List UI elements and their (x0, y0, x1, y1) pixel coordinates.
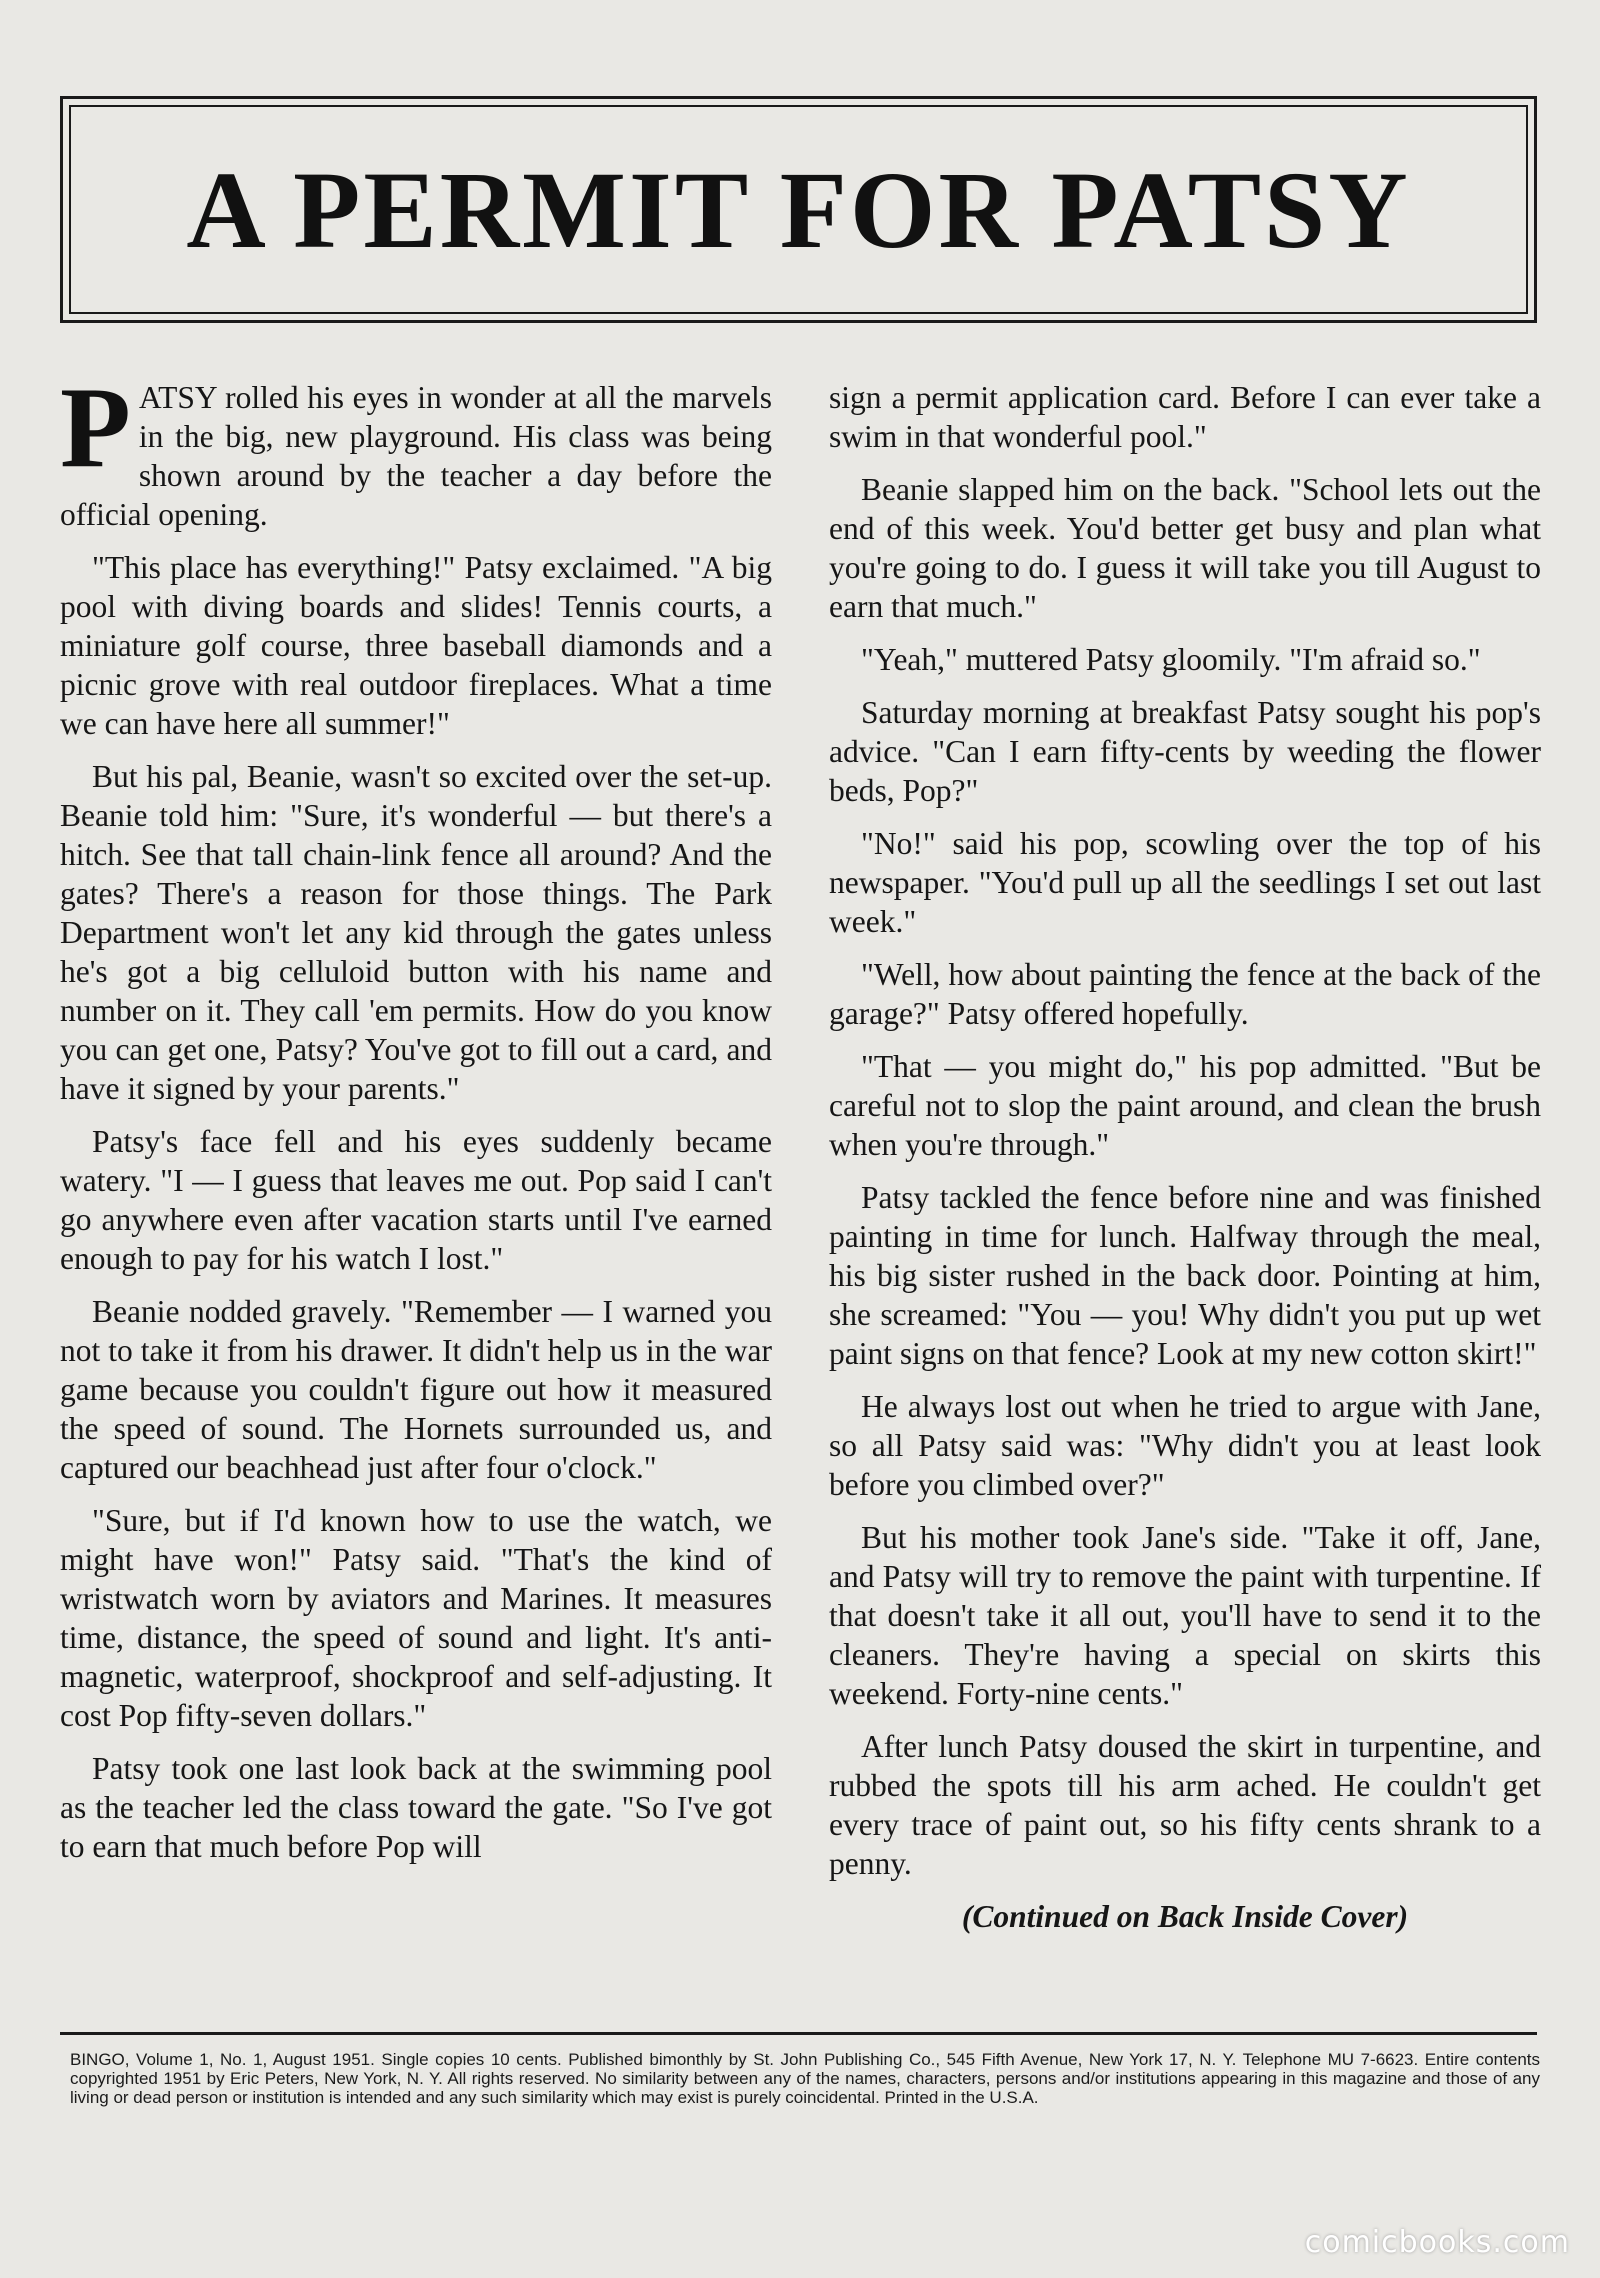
paragraph: Beanie slapped him on the back. "School lets out the end of this week. You'd better get busy and plan what you're going to do. I guess it will take you till August to earn that much." (829, 472, 1541, 624)
paragraph: "This place has everything!" Patsy exclaimed. "A big pool with diving boards and slides! Tennis courts, a miniature golf course, three baseball diamonds and a picnic grove with real outdoor fireplaces. What a time we can have here all summer!" (60, 550, 772, 741)
paragraph: "No!" said his pop, scowling over the top of his newspaper. "You'd pull up all the seedlings I set out last week." (829, 826, 1541, 939)
paragraph: He always lost out when he tried to argue with Jane, so all Patsy said was: "Why didn't you at least look before you climbed over?" (829, 1389, 1541, 1502)
paragraph: But his mother took Jane's side. "Take it off, Jane, and Patsy will try to remove the paint with turpentine. If that doesn't take it all out, you'll have to send it to the cleaners. They're having a special on skirts this weekend. Forty-nine cents." (829, 1520, 1541, 1711)
left-column (60, 364, 772, 1880)
paragraph: "Well, how about painting the fence at the back of the garage?" Patsy offered hopefully. (829, 957, 1541, 1031)
paragraph: sign a permit application card. Before I can ever take a swim in that wonderful pool." (829, 380, 1541, 454)
drop-cap: P (60, 364, 131, 492)
story-title: A PERMIT FOR PATSY (186, 148, 1411, 271)
footer-rule (60, 2032, 1537, 2035)
paragraph: Saturday morning at breakfast Patsy sought his pop's advice. "Can I earn fifty-cents by weeding the flower beds, Pop?" (829, 695, 1541, 808)
paragraph: "That — you might do," his pop admitted. "But be careful not to slop the paint around, and clean the brush when you're through." (829, 1049, 1541, 1162)
right-column (829, 378, 1541, 1950)
title-box-inner (69, 105, 1528, 314)
continued-note: (Continued on Back Inside Cover) (961, 1899, 1409, 1934)
paragraph: After lunch Patsy doused the skirt in turpentine, and rubbed the spots till his arm ached. He couldn't get every trace of paint out, so his fifty cents shrank to a penny. (829, 1729, 1541, 1881)
paragraph: Beanie nodded gravely. "Remember — I warned you not to take it from his drawer. It didn't help us in the war game because you couldn't figure out how it measured the speed of sound. The Hornets surrounded us, and captured our beachhead just after four o'clock." (60, 1294, 772, 1485)
paragraph: "Yeah," muttered Patsy gloomily. "I'm afraid so." (861, 642, 1481, 677)
watermark: comicbooks.com (1304, 2225, 1570, 2260)
paragraph: Patsy took one last look back at the swimming pool as the teacher led the class toward the gate. "So I've got to earn that much before Pop will (60, 1751, 772, 1864)
paragraph: PATSY rolled his eyes in wonder at all the marvels in the big, new playground. His class was being shown around by the teacher a day before the official opening. (60, 364, 772, 532)
paragraph: But his pal, Beanie, wasn't so excited over the set-up. Beanie told him: "Sure, it's wonderful — but there's a hitch. See that tall chain-link fence all around? And the gates? There's a reason for those things. The Park Department won't let any kid through the gates unless he's got a big celluloid button with his name and number on it. They call 'em permits. How do you know you can get one, Patsy? You've got to fill out a card, and have it signed by your parents." (60, 759, 772, 1106)
publication-notice: BINGO, Volume 1, No. 1, August 1951. Single copies 10 cents. Published bimonthly by St. John Publishing Co., 545 Fifth Avenue, New York 17, N. Y. Telephone MU 7-6623. Entire contents copyrighted 1951 by Eric Peters, New York, N. Y. All rights reserved. No similarity between any of the names, characters, persons and/or institutions appearing in this magazine and those of any living or dead person or institution is intended and any such similarity which may exist is purely coincidental. Printed in the U.S.A. (70, 2050, 1540, 2107)
paragraph: "Sure, but if I'd known how to use the watch, we might have won!" Patsy said. "That's the kind of wristwatch worn by aviators and Marines. It measures time, distance, the speed of sound and light. It's anti-magnetic, waterproof, shockproof and self-adjusting. It cost Pop fifty-seven dollars." (60, 1503, 772, 1733)
paragraph: Patsy's face fell and his eyes suddenly became watery. "I — I guess that leaves me out. Pop said I can't go anywhere even after vacation starts until I've earned enough to pay for his watch I lost." (60, 1124, 772, 1276)
title-box (60, 96, 1537, 323)
paragraph: Patsy tackled the fence before nine and was finished painting in time for lunch. Halfway through the meal, his big sister rushed in the back door. Pointing at him, she screamed: "You — you! Why didn't you put up wet paint signs on that fence? Look at my new cotton skirt!" (829, 1180, 1541, 1371)
